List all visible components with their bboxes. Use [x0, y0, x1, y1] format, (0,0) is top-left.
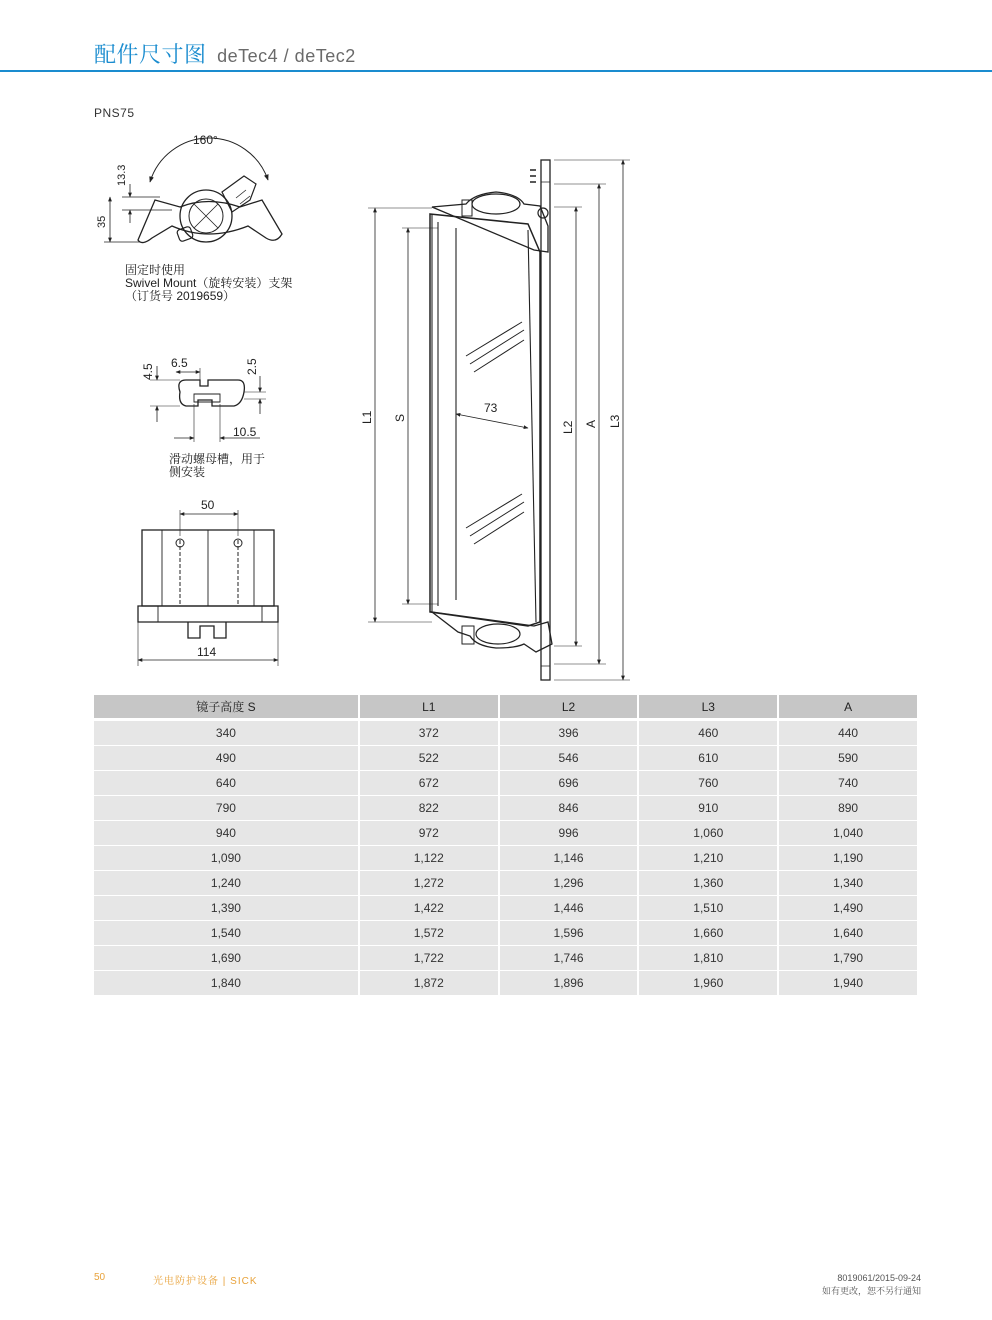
table-cell: 1,060	[639, 821, 777, 845]
side-dim-top: 50	[201, 498, 215, 512]
table-row	[94, 719, 917, 745]
table-row	[94, 846, 917, 870]
mirror-label-l3: L3	[608, 414, 622, 428]
table-cell: 1,510	[639, 896, 777, 920]
dimension-table	[92, 694, 919, 996]
table-cell: 996	[500, 821, 638, 845]
doc-number: 8019061/2015-09-24	[837, 1273, 921, 1283]
table-row	[94, 946, 917, 970]
table-header-row	[94, 695, 917, 718]
swivel-caption-line2: Swivel Mount（旋转安装）支架	[125, 276, 293, 290]
table-cell: 1,040	[779, 821, 917, 845]
table-cell: 846	[500, 796, 638, 820]
table-cell: 1,540	[94, 921, 358, 945]
table-cell: 1,746	[500, 946, 638, 970]
table-cell: 440	[779, 719, 917, 745]
col-header-a: A	[779, 695, 917, 718]
slot-profile-drawing	[141, 356, 266, 442]
mirror-label-depth: 73	[484, 401, 498, 415]
table-cell: 546	[500, 746, 638, 770]
change-notice: 如有更改，恕不另行通知	[821, 1286, 921, 1296]
table-cell: 1,640	[779, 921, 917, 945]
mirror-drawing	[360, 160, 630, 680]
table-cell: 696	[500, 771, 638, 795]
table-cell: 1,872	[360, 971, 498, 995]
swivel-dim-a: 13.3	[116, 164, 128, 186]
table-cell: 1,390	[94, 896, 358, 920]
table-cell: 1,810	[639, 946, 777, 970]
table-cell: 740	[779, 771, 917, 795]
table-cell: 1,660	[639, 921, 777, 945]
table-row	[94, 771, 917, 795]
side-view-drawing	[138, 498, 278, 666]
table-cell: 1,940	[779, 971, 917, 995]
col-header-l3: L3	[639, 695, 777, 718]
table-cell: 1,146	[500, 846, 638, 870]
mirror-label-s: S	[393, 413, 407, 422]
mirror-label-l2: L2	[561, 420, 575, 434]
table-cell: 940	[94, 821, 358, 845]
swivel-mount-drawing	[96, 133, 282, 243]
table-cell: 1,790	[779, 946, 917, 970]
col-header-l1: L1	[360, 695, 498, 718]
table-cell: 822	[360, 796, 498, 820]
table-cell: 590	[779, 746, 917, 770]
table-cell: 640	[94, 771, 358, 795]
swivel-dim-b: 35	[96, 215, 108, 228]
slot-dim-a: 6.5	[171, 356, 188, 370]
table-cell: 1,690	[94, 946, 358, 970]
table-cell: 910	[639, 796, 777, 820]
table-cell: 1,960	[639, 971, 777, 995]
table-cell: 1,840	[94, 971, 358, 995]
table-cell: 460	[639, 719, 777, 745]
table-cell: 760	[639, 771, 777, 795]
table-cell: 1,090	[94, 846, 358, 870]
table-cell: 1,122	[360, 846, 498, 870]
slot-caption-line2: 侧安装	[169, 465, 206, 479]
title-subtitle: deTec4 / deTec2	[217, 46, 356, 66]
product-label: PNS75	[94, 106, 135, 120]
table-cell: 1,296	[500, 871, 638, 895]
swivel-angle-label: 160°	[193, 133, 218, 147]
page-number: 50	[94, 1272, 106, 1283]
table-cell: 1,360	[639, 871, 777, 895]
title-main: 配件尺寸图	[94, 42, 207, 67]
table-cell: 672	[360, 771, 498, 795]
slot-dim-b: 4.5	[141, 363, 155, 380]
table-cell: 1,722	[360, 946, 498, 970]
table-cell: 1,596	[500, 921, 638, 945]
table-cell: 1,896	[500, 971, 638, 995]
table-cell: 790	[94, 796, 358, 820]
footer-doc-info	[822, 1272, 921, 1298]
swivel-caption	[125, 264, 292, 303]
slot-caption-line1: 滑动螺母槽，用于	[169, 452, 266, 466]
col-header-mirror-height: 镜子高度 S	[94, 695, 358, 718]
table-row	[94, 971, 917, 995]
table-cell: 890	[779, 796, 917, 820]
slot-dim-d: 10.5	[233, 425, 257, 439]
table-cell: 1,446	[500, 896, 638, 920]
swivel-caption-line1: 固定时使用	[125, 263, 186, 277]
table-row	[94, 796, 917, 820]
table-cell: 1,422	[360, 896, 498, 920]
slot-caption	[169, 453, 265, 479]
table-cell: 396	[500, 719, 638, 745]
table-cell: 1,490	[779, 896, 917, 920]
table-cell: 972	[360, 821, 498, 845]
swivel-caption-line3: （订货号 2019659）	[125, 289, 236, 303]
table-row	[94, 871, 917, 895]
table-cell: 1,190	[779, 846, 917, 870]
side-dim-bottom: 114	[197, 645, 217, 659]
table-cell: 1,240	[94, 871, 358, 895]
table-cell: 1,272	[360, 871, 498, 895]
mirror-label-l1: L1	[360, 410, 374, 424]
table-cell: 372	[360, 719, 498, 745]
table-cell: 340	[94, 719, 358, 745]
table-row	[94, 746, 917, 770]
table-cell: 1,340	[779, 871, 917, 895]
table-cell: 610	[639, 746, 777, 770]
slot-dim-c: 2.5	[245, 358, 259, 375]
mirror-label-a: A	[584, 419, 598, 428]
table-row	[94, 921, 917, 945]
table-cell: 522	[360, 746, 498, 770]
table-cell: 1,210	[639, 846, 777, 870]
table-cell: 490	[94, 746, 358, 770]
footer-brand: 光电防护设备 | SICK	[153, 1276, 258, 1287]
col-header-l2: L2	[500, 695, 638, 718]
table-cell: 1,572	[360, 921, 498, 945]
table-row	[94, 821, 917, 845]
table-row	[94, 896, 917, 920]
